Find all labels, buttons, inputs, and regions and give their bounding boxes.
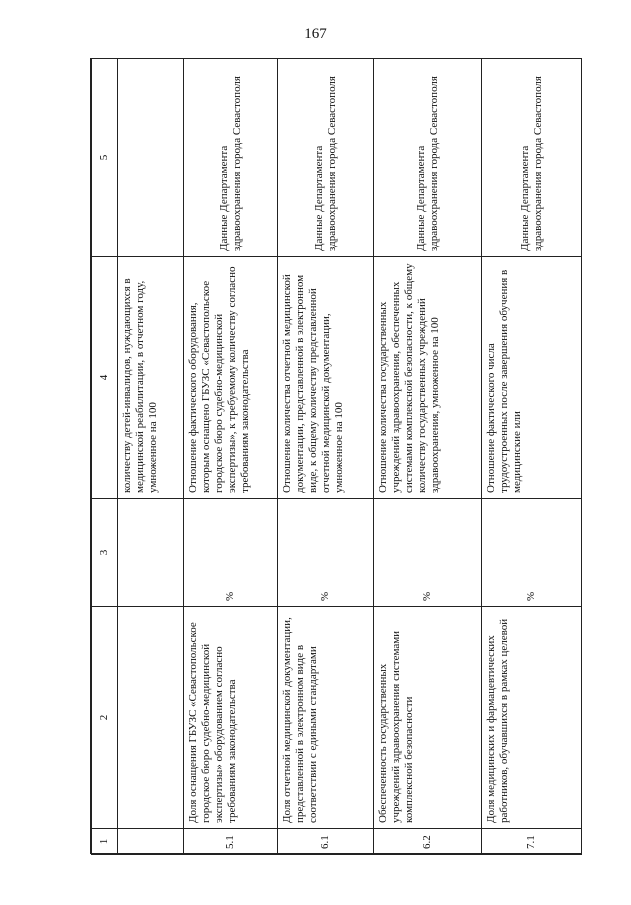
calculation-method: Отношение количества государственных учреждений здравоохранения, обеспеченных системами комплексной безопасности, к общему количеству государственных учреждений здравоохранения, умноженное на 100 <box>374 257 482 499</box>
calculation-method: Отношение фактического числа трудоустроенных после завершения обучения в медицинские или <box>482 257 582 499</box>
header-col-1: 1 <box>92 829 118 855</box>
row-number <box>118 829 184 855</box>
unit <box>118 499 184 607</box>
row-number: 6.1 <box>278 829 374 855</box>
unit: % <box>278 499 374 607</box>
indicator-name: Доля отчетной медицинской документации, представленной в электронном виде в соответствии с едиными стандартами <box>278 607 374 829</box>
row-number: 5.1 <box>184 829 278 855</box>
data-source: Данные Департамента здравоохранения города Севастополя <box>278 59 374 257</box>
table-row <box>374 59 482 855</box>
table-row <box>482 59 582 855</box>
unit: % <box>482 499 582 607</box>
indicator-name <box>118 607 184 829</box>
calculation-method: количеству детей-инвалидов, нуждающихся в медицинской реабилитации, в отчетном году, умноженное на 100 <box>118 257 184 499</box>
unit: % <box>374 499 482 607</box>
data-source: Данные Департамента здравоохранения города Севастополя <box>374 59 482 257</box>
header-col-4: 4 <box>92 257 118 499</box>
unit: % <box>184 499 278 607</box>
data-source: Данные Департамента здравоохранения города Севастополя <box>482 59 582 257</box>
indicator-table <box>91 58 582 855</box>
row-number: 7.1 <box>482 829 582 855</box>
header-col-5: 5 <box>92 59 118 257</box>
header-col-3: 3 <box>92 499 118 607</box>
data-source <box>118 59 184 257</box>
row-number: 6.2 <box>374 829 482 855</box>
indicator-name: Обеспеченность государственных учреждений здравоохранения системами комплексной безопасности <box>374 607 482 829</box>
table-row <box>118 59 184 855</box>
indicator-name: Доля медицинских и фармацевтических работников, обучавшихся в рамках целевой <box>482 607 582 829</box>
indicator-name: Доля оснащения ГБУЗС «Севастопольское городское бюро судебно-медицинской экспертизы» оборудованием согласно требованиям законодательства <box>184 607 278 829</box>
rotated-table-container <box>91 59 583 855</box>
indicator-table-frame <box>90 58 582 854</box>
calculation-method: Отношение фактического оборудования, которым оснащено ГБУЗС «Севастопольское городское бюро судебно-медицинской экспертизы», к требуемому количеству согласно требованиям законодательства <box>184 257 278 499</box>
calculation-method: Отношение количества отчетной медицинской документации, представленной в электронном виде, к общему количеству представленной отчетной медицинской документации, умноженное на 100 <box>278 257 374 499</box>
table-row <box>278 59 374 855</box>
table-row <box>184 59 278 855</box>
header-col-2: 2 <box>92 607 118 829</box>
table-header-row <box>92 59 118 855</box>
page-number: 167 <box>304 26 327 42</box>
data-source: Данные Департамента здравоохранения города Севастополя <box>184 59 278 257</box>
